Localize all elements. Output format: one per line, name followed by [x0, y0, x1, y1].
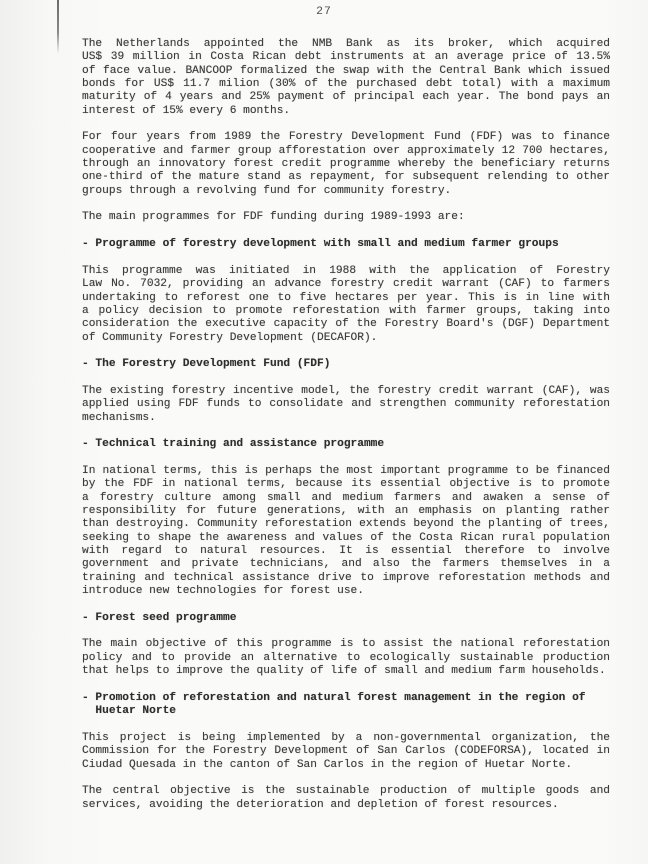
paragraph: [82, 38, 610, 118]
section-heading: [82, 612, 610, 625]
text-line: government and private technicians, and also the farmers themselves in a: [82, 558, 610, 571]
text-line: with regard to natural resources. It is essential therefore to involve: [82, 545, 610, 558]
paragraph: [82, 465, 610, 598]
text-line: cooperative and farmer group afforestation over approximately 12 700 hectares,: [82, 144, 610, 157]
page-number: 27: [316, 6, 332, 18]
text-line: Huetar Norte: [82, 705, 176, 718]
text-line: undertaking to reforest one to five hectares per year. This is in line with: [82, 291, 610, 304]
section-heading: [82, 692, 610, 719]
text-line: through an innovatory forest credit programme whereby the beneficiary returns: [82, 158, 610, 171]
text-line: - Programme of forestry development with small and medium farmer groups: [82, 238, 559, 251]
text-line: - The Forestry Development Fund (FDF): [82, 358, 331, 371]
text-line: US$ 39 million in Costa Rican debt instruments at an average price of 13.5%: [82, 51, 610, 64]
text-line: training and technical assistance drive to improve reforestation methods and: [82, 571, 610, 584]
text-line: introduce new technologies for forest use.: [82, 585, 364, 598]
page-content: [82, 38, 610, 825]
text-line: Commission for the Forestry Development of San Carlos (CODEFORSA), located in: [82, 745, 610, 758]
text-line: This project is being implemented by a non-governmental organization, the: [82, 731, 610, 744]
text-line: bonds for US$ 11.7 milion (30% of the purchased debt total) with a maximum: [82, 78, 610, 91]
paragraph: [82, 211, 610, 224]
text-line: a policy decision to promote reforestation with farmer groups, taking into: [82, 304, 610, 317]
text-line: a forestry culture among small and medium farmers and awaken a sense of: [82, 491, 610, 504]
section-heading: [82, 438, 610, 451]
paragraph: [82, 638, 610, 678]
section-heading: [82, 238, 610, 251]
text-line: The central objective is the sustainable production of multiple goods and: [82, 785, 610, 798]
text-line: that helps to improve the quality of life of small and medium farm households.: [82, 665, 606, 678]
text-line: applied using FDF funds to consolidate and strengthen community reforestation: [82, 398, 610, 411]
text-line: of face value. BANCOOP formalized the swap with the Central Bank which issued: [82, 64, 610, 77]
text-line: The Netherlands appointed the NMB Bank as its broker, which acquired: [82, 38, 610, 50]
text-line: services, avoiding the deterioration and depletion of forest resources.: [82, 798, 559, 811]
text-line: - Technical training and assistance programme: [82, 438, 385, 451]
text-line: The main objective of this programme is to assist the national reforestation: [82, 638, 610, 651]
text-line: consideration the executive capacity of the Forestry Board's (DGF) Department: [82, 318, 610, 331]
text-line: seeking to shape the awareness and values of the Costa Rican rural population: [82, 531, 610, 544]
text-line: maturity of 4 years and 25% payment of principal each year. The bond pays an: [82, 91, 610, 104]
text-line: mechanisms.: [82, 411, 156, 424]
text-line: The main programmes for FDF funding during 1989-1993 are:: [82, 211, 465, 224]
text-line: of Community Forestry Development (DECAFOR).: [82, 331, 378, 344]
text-line: policy and to provide an alternative to ecologically sustainable production: [82, 651, 610, 664]
text-line: by the FDF in national terms, because its essential objective is to promote: [82, 478, 610, 491]
text-line: Law No. 7032, providing an advance forestry credit warrant (CAF) to farmers: [82, 278, 610, 291]
text-line: For four years from 1989 the Forestry Development Fund (FDF) was to finance: [82, 131, 610, 144]
paragraph: [82, 785, 610, 812]
paragraph: [82, 265, 610, 345]
paragraph: [82, 385, 610, 425]
text-line: one-third of the mature stand as repayment, for subsequent relending to other: [82, 171, 610, 184]
text-line: This programme was initiated in 1988 with the application of Forestry: [82, 264, 610, 277]
text-line: than destroying. Community reforestation extends beyond the planting of trees,: [82, 518, 610, 531]
text-line: - Forest seed programme: [82, 611, 237, 624]
text-line: The existing forestry incentive model, the forestry credit warrant (CAF), was: [82, 384, 610, 397]
text-line: interest of 15% every 6 months.: [82, 104, 291, 117]
section-heading: [82, 358, 610, 371]
text-line: groups through a revolving fund for community forestry.: [82, 184, 452, 197]
text-line: Ciudad Quesada in the canton of San Carlos in the region of Huetar Norte.: [82, 758, 573, 771]
paragraph: [82, 732, 610, 772]
text-line: In national terms, this is perhaps the most important programme to be financed: [82, 465, 610, 477]
text-line: responsibility for future generations, with an emphasis on planting rather: [82, 505, 610, 518]
paragraph: [82, 131, 610, 198]
text-line: - Promotion of reforestation and natural forest management in the region of: [82, 691, 586, 704]
